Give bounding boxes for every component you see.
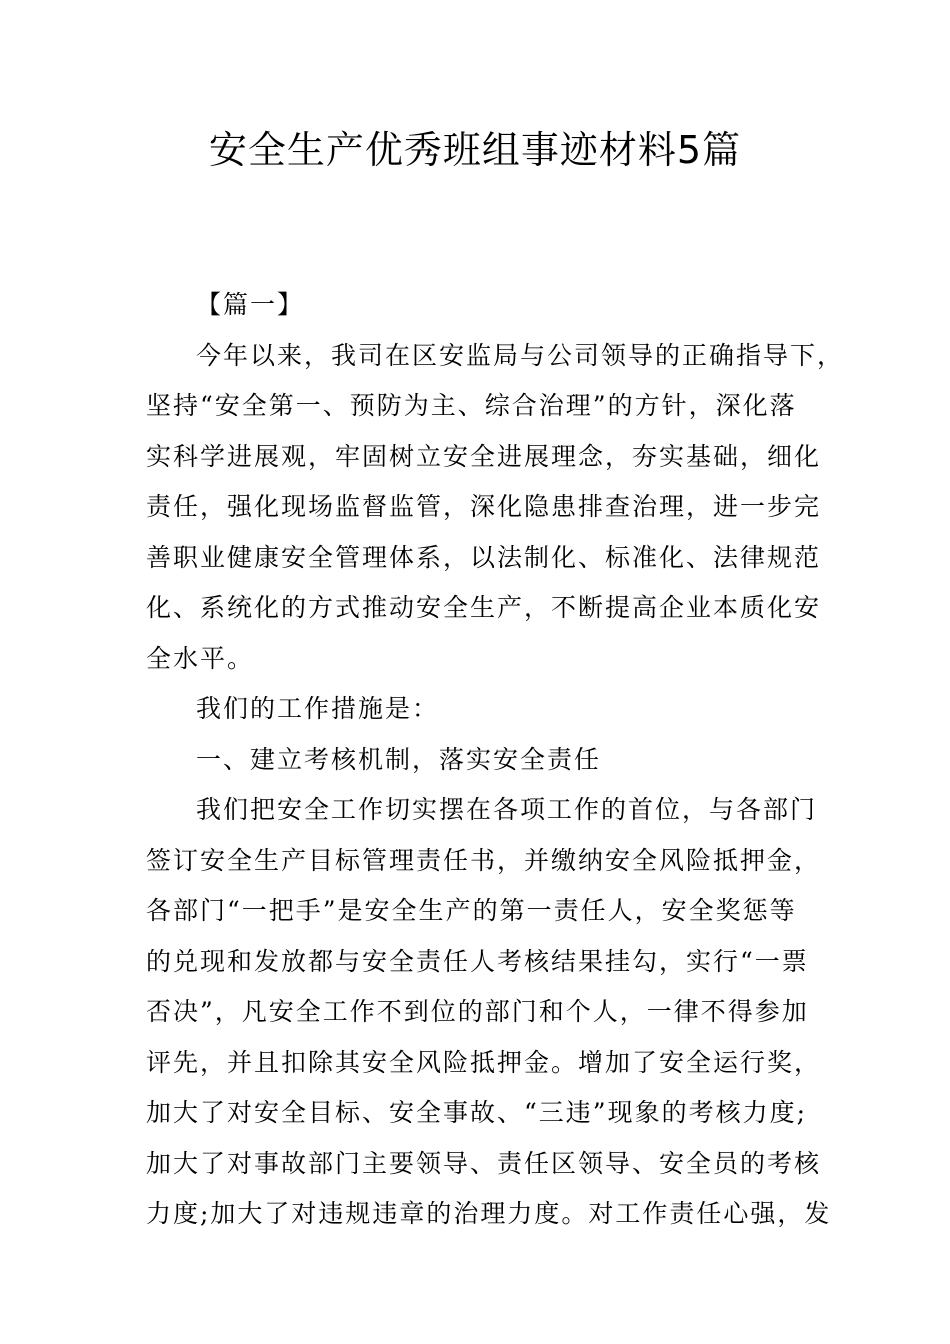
paragraph-line: 全水平。 [146,643,255,673]
paragraph-line: 实科学进展观，牢固树立安全进展理念，夯实基础，细化 [146,441,822,471]
paragraph-intro [146,331,845,685]
paragraph-line: 我们把安全工作切实摆在各项工作的首位，与各部门 [196,795,818,824]
paragraph-line: 评先，并且扣除其安全风险抵押金。增加了安全运行奖， [146,1047,822,1077]
paragraph-line: 各部门“一把手”是安全生产的第一责任人，安全奖惩等 [146,896,797,925]
paragraph-line: 的兑现和发放都与安全责任人考核结果挂勾，实行“一票 [146,946,809,976]
paragraph-line: 否决”，凡安全工作不到位的部门和个人，一律不得参加 [146,997,809,1026]
paragraph-line: 今年以来，我司在区安监局与公司领导的正确指导下， [196,340,845,370]
paragraph-line: 责任，强化现场监督监管，深化隐患排查治理，进一步完 [146,492,822,521]
section-heading-text: 【篇一】 [196,290,305,319]
paragraph-measures-intro [146,684,812,735]
paragraph-line: 善职业健康安全管理体系，以法制化、标准化、法律规范 [146,542,822,572]
paragraph-line: 加大了对事故部门主要领导、责任区领导、安全员的考核 [146,1148,822,1178]
paragraph-line: 坚持“安全第一、预防为主、综合治理”的方针，深化落 [146,391,797,420]
document-title: 安全生产优秀班组事迹材料5篇 [208,128,742,172]
paragraph-line: 加大了对安全目标、安全事故、“三违”现象的考核力度; [146,1098,807,1127]
paragraph-line: 签订安全生产目标管理责任书，并缴纳安全风险抵押金， [146,845,822,875]
document-body [146,280,845,1240]
subheading-assessment-mechanism [146,735,812,786]
paragraph-line: 我们的工作措施是： [196,694,440,723]
subheading-text: 一、建立考核机制，落实安全责任 [196,744,602,774]
paragraph-line: 化、系统化的方式推动安全生产，不断提高企业本质化安 [146,593,822,622]
paragraph-responsibility [146,785,832,1240]
paragraph-line: 力度;加大了对违规违章的治理力度。对工作责任心强，发 [146,1199,832,1228]
section-heading [146,280,812,331]
